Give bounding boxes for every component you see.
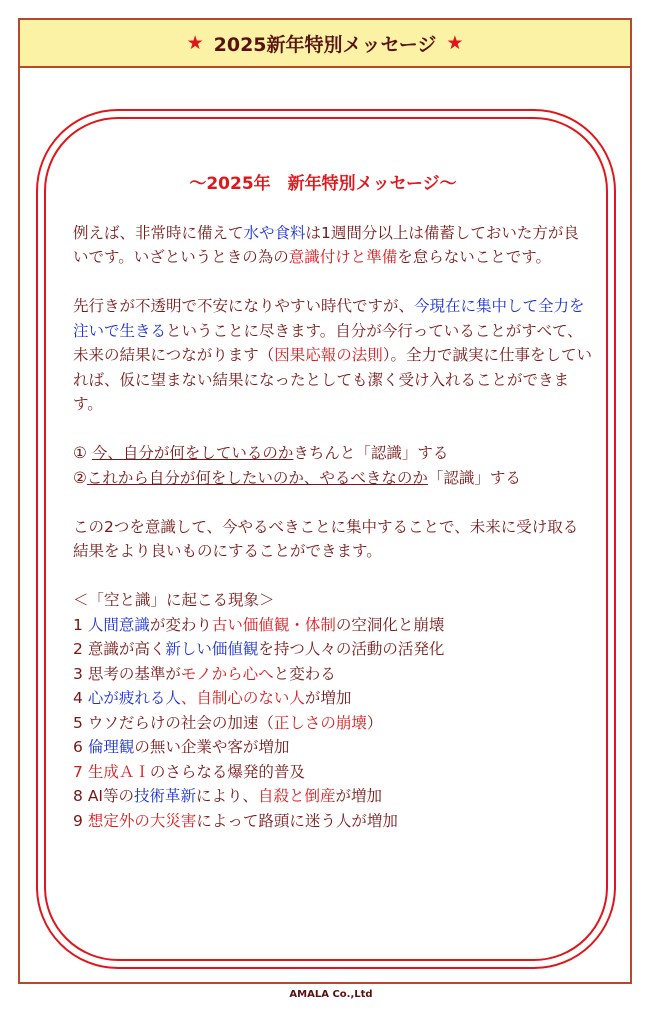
paragraph-1	[73, 221, 593, 270]
paragraph-3: この2つを意識して、今やるべきことに集中することで、未来に受け取る結果をより良いものにすることができます。	[73, 517, 579, 560]
text: は1週間分以上は備蓄しておいた方が良いです。いざというときの為の	[73, 223, 579, 266]
point-2	[73, 466, 593, 491]
underlined-text: これから自分が何をしたいのか、やるべきなのか	[86, 468, 428, 487]
text: 先行きが不透明で不安になりやすい時代ですが、	[73, 297, 415, 315]
highlight-text: 意識付けと準備	[288, 248, 398, 266]
list-item: 1 人間意識が変わり古い価値観・体制の空洞化と崩壊	[73, 615, 445, 634]
text: ということに尽きます。自分が今行っていることがすべて、未来の結果につながります（	[73, 321, 583, 364]
page-header	[20, 20, 630, 68]
point-number: ①	[73, 444, 87, 462]
list-item: 4 心が疲れる人、自制心のない人が増加	[73, 689, 352, 707]
text: きちんと「認識」する	[293, 444, 449, 462]
star-icon: ★	[446, 32, 464, 54]
text: ）。全力で誠実に仕事をしていれば、仮に望まない結果になったとしても潔く受け入れることができます。	[73, 346, 592, 413]
point-1	[73, 441, 593, 466]
text: 「認識」する	[427, 468, 521, 487]
company-name: AMALA Co.,Ltd	[289, 989, 373, 1000]
list-item: 8 AI等の技術革新により、自殺と倒産が増加	[73, 787, 383, 805]
highlight-text: 水や食料	[243, 223, 306, 242]
point-number: ②	[73, 468, 87, 487]
highlight-text: 因果応報の法則	[274, 346, 383, 364]
paragraph-2	[73, 294, 593, 417]
star-icon: ★	[186, 32, 204, 54]
underlined-text: 今、自分が何をしているのか	[91, 444, 294, 462]
list-item: 3 思考の基準がモノから心へと変わる	[73, 664, 336, 683]
list-item: 9 想定外の大災害によって路頭に迷う人が増加	[73, 811, 398, 830]
list-item: 7 生成ＡＩのさらなる爆発的普及	[73, 762, 305, 781]
list-item: 2 意識が高く新しい価値観を持つ人々の活動の活発化	[73, 640, 445, 658]
text: を怠らないことです。	[397, 248, 552, 266]
text: 例えば、非常時に備えて	[73, 223, 244, 242]
list-item: 5 ウソだらけの社会の加速（正しさの崩壊）	[73, 713, 383, 732]
highlight-text: 今現在に集中して全力を注いで生きる	[73, 297, 585, 340]
message-body	[73, 172, 593, 833]
list-title: ＜「空と識」に起こる現象＞	[73, 591, 275, 609]
header-title: 2025新年特別メッセージ	[213, 33, 437, 56]
list-item: 6 倫理観の無い企業や客が増加	[73, 738, 290, 756]
message-title: ～2025年 新年特別メッセージ～	[189, 174, 457, 194]
